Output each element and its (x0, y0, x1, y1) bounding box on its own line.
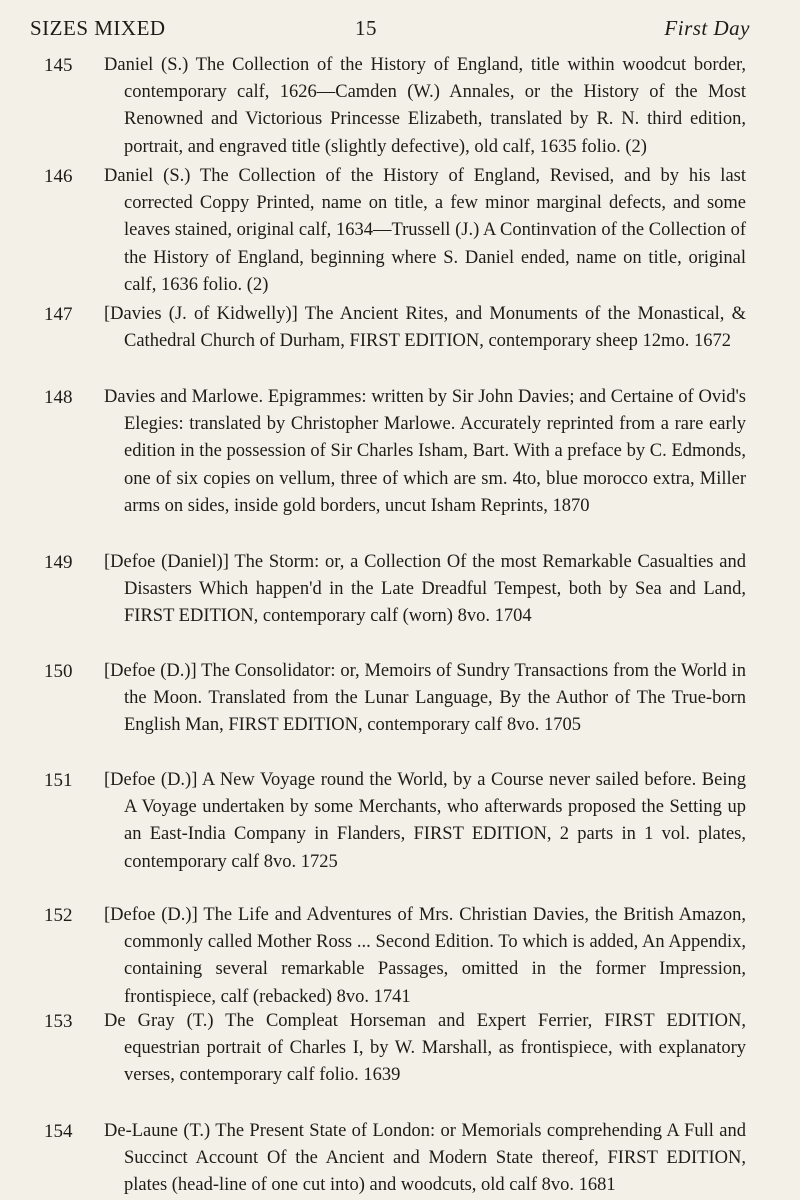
lot-description: De-Laune (T.) The Present State of London: or Memorials comprehending A Full and Succinct Account Of the Ancient and Modern State thereof, FIRST EDITION, plates (head-line of one cut into) and woodcuts, old calf 8vo. 1681 (104, 1121, 746, 1196)
lot-description: [Defoe (Daniel)] The Storm: or, a Collection Of the most Remarkable Casualties and Disasters Which happen'd in the Late Dreadful Tempest, both by Sea and Land, FIRST EDITION, contemporary calf (worn) 8vo. 1704 (104, 552, 746, 627)
page-header (0, 10, 800, 40)
lot-number: 152 (44, 905, 73, 926)
lot-description: [Defoe (D.)] The Consolidator: or, Memoirs of Sundry Transactions from the World in the Moon. Translated from the Lunar Language, By the Author of The True-born English Man, FIRST EDITION, contemporary calf 8vo. 1705 (104, 661, 746, 736)
lot-number: 153 (44, 1011, 73, 1032)
lot-description: [Davies (J. of Kidwelly)] The Ancient Rites, and Monuments of the Monastical, & Cathedral Church of Durham, FIRST EDITION, contemporary sheep 12mo. 1672 (104, 304, 746, 352)
lot-number: 148 (44, 387, 73, 408)
lot-description: De Gray (T.) The Compleat Horseman and Expert Ferrier, FIRST EDITION, equestrian portrait of Charles I, by W. Marshall, as frontispiece, with explanatory verses, contemporary calf folio. 1639 (104, 1011, 746, 1086)
lot-number: 151 (44, 770, 73, 791)
lot-description: Davies and Marlowe. Epigrammes: written by Sir John Davies; and Certaine of Ovid's Elegies: translated by Christopher Marlowe. Accurately reprinted from a rare early edition in the possession of Sir Charles Isham, Bart. With a preface by C. Edmonds, one of six copies on vellum, three of which are sm. 4to, blue morocco extra, Miller arms on sides, inside gold borders, uncut Isham Reprints, 1870 (104, 387, 746, 516)
lot-number: 154 (44, 1121, 73, 1142)
lot-number: 147 (44, 304, 73, 325)
header-page-number: 15 (355, 16, 377, 40)
lot-description: [Defoe (D.)] The Life and Adventures of Mrs. Christian Davies, the British Amazon, commonly called Mother Ross ... Second Edition. To which is added, An Appendix, containing several remarkable Passages, omitted in the former Impression, frontispiece, calf (rebacked) 8vo. 1741 (104, 905, 746, 1007)
lot-description: Daniel (S.) The Collection of the History of England, title within woodcut border, contemporary calf, 1626—Camden (W.) Annales, or the History of the Most Renowned and Victorious Princesse Elizabeth, translated by R. N. third edition, portrait, and engraved title (slightly defective), old calf, 1635 folio. (2) (104, 55, 746, 157)
lot-number: 145 (44, 55, 73, 76)
header-section-title: SIZES MIXED (30, 16, 166, 40)
lot-description: [Defoe (D.)] A New Voyage round the World, by a Course never sailed before. Being A Voyage undertaken by some Merchants, who afterwards proposed the Setting up an East-India Company in Flanders, FIRST EDITION, 2 parts in 1 vol. plates, contemporary calf 8vo. 1725 (104, 770, 746, 872)
header-day-label: First Day (664, 16, 750, 40)
lot-number: 146 (44, 166, 73, 187)
lot-number: 150 (44, 661, 73, 682)
lot-description: Daniel (S.) The Collection of the History of England, Revised, and by his last corrected Coppy Printed, name on title, a few minor marginal defects, and some leaves stained, original calf, 1634—Trussell (J.) A Continvation of the Collection of the History of England, beginning where S. Daniel ended, name on title, original calf, 1636 folio. (2) (104, 166, 746, 295)
lot-number: 149 (44, 552, 73, 573)
